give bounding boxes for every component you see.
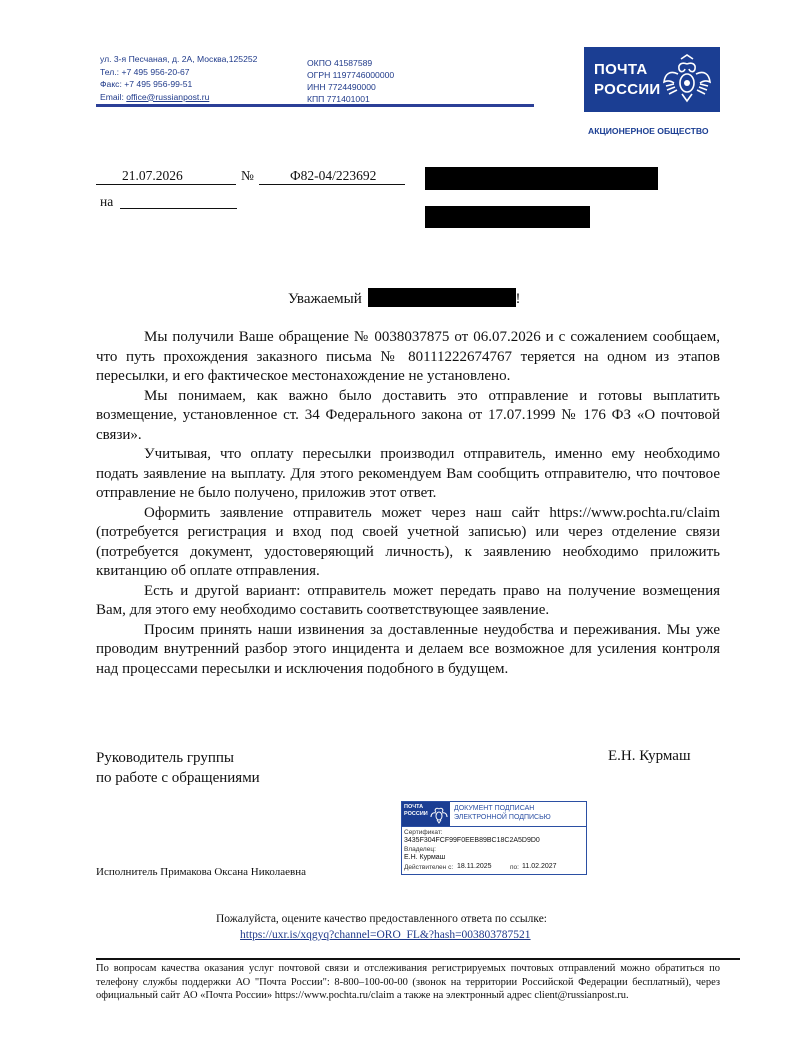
phone-line: Тел.: +7 495 956-20-67 xyxy=(100,66,190,77)
header-divider xyxy=(96,104,534,107)
email-link[interactable]: office@russianpost.ru xyxy=(126,91,210,102)
email-line xyxy=(100,91,257,104)
recipient-redaction xyxy=(425,167,658,190)
inn-code: ИНН 7724490000 xyxy=(307,82,376,92)
registration-codes xyxy=(307,57,394,105)
signatory-name: Е.Н. Курмаш xyxy=(608,748,691,764)
letter-body xyxy=(96,328,720,679)
footer-note: По вопросам качества оказания услуг почтовой связи и отслеживания регистрируемых почтовых отправлений можно обратиться по телефону службы поддержки АО "Почта России": 8-800–100-00-00 (звонок на территории Российской Федерации бесплатный), через официальный сайт АО «Почта России» https://www.pochta.ru/claim а также на электронный адрес client@russianpost.ru. xyxy=(96,963,720,1001)
paragraph: Оформить заявление отправитель может через наш сайт https://www.pochta.ru/claim (потребуется регистрация и вход под своей учетной записью) или через отделение связи (потребуется документ, удостоверяющий личность), к заявлению необходимо приложить квитанцию об оплате отправления. xyxy=(96,504,720,579)
greeting xyxy=(288,288,521,308)
outgoing-date: 21.07.2026 xyxy=(122,168,183,183)
email-label: Email: xyxy=(100,91,127,102)
paragraph: Мы понимаем, как важно было доставить это отправление и готовы выплатить возмещение, установленное ст. 34 Федерального закона от 17.07.1999 № 176 ФЗ «О почтовой связи». xyxy=(96,387,720,443)
reply-to-label: на xyxy=(100,194,114,209)
owner-label: Владелец: xyxy=(404,846,436,853)
paragraph: Просим принять наши извинения за доставленные неудобства и переживания. Мы уже проводим внутренний разбор этого инцидента и делаем все возможное для усиления контроля над процессами пересылки и исключения подобного в будущем. xyxy=(96,621,720,677)
executor-line: Исполнитель Примакова Оксана Николаевна xyxy=(96,866,306,878)
number-label: № xyxy=(241,168,254,183)
outgoing-number: Ф82-04/223692 xyxy=(290,168,377,183)
owner-value: Е.Н. Курмаш xyxy=(404,854,446,861)
valid-to-value: 11.02.2027 xyxy=(522,863,557,870)
stamp-title: ДОКУМЕНТ ПОДПИСАН ЭЛЕКТРОННОЙ ПОДПИСЬЮ xyxy=(454,805,551,821)
valid-from-value: 18.11.2025 xyxy=(457,863,492,870)
valid-from-label: Действителен с: xyxy=(404,864,454,871)
greeting-exclamation: ! xyxy=(515,291,521,307)
outgoing-number-field xyxy=(259,168,405,185)
outgoing-date-field xyxy=(96,168,236,185)
rating-prompt: Пожалуйста, оцените качество предоставленного ответа по ссылке: xyxy=(216,913,547,925)
logo-wordmark: ПОЧТА РОССИИ xyxy=(594,61,661,98)
ogrn-code: ОГРН 1197746000000 xyxy=(307,70,395,80)
contact-block xyxy=(100,53,257,103)
cert-label: Сертификат: xyxy=(404,829,443,836)
paragraph: Учитывая, что оплату пересылки производил отправитель, именно ему необходимо подать заявление на выплату. Для этого рекомендуем Вам сообщить отправителю, что почтовое отправление не было получено, приложив этот ответ. xyxy=(96,446,720,501)
org-type-label: АКЦИОНЕРНОЕ ОБЩЕСТВО xyxy=(588,126,709,136)
reply-to-field xyxy=(120,208,237,209)
paragraph: Есть и другой вариант: отправитель может передать право на получение возмещения Вам, для этого ему необходимо составить соответствующее заявление. xyxy=(96,582,720,618)
greeting-salutation: Уважаемый xyxy=(288,291,362,307)
rating-link[interactable]: https://uxr.is/xqgyq?channel=ORO_FL&?hash=003803787521 xyxy=(240,929,531,941)
paragraph: Мы получили Ваше обращение № 0038037875 от 06.07.2026 и с сожалением сообщаем, что путь прохождения заказного письма № 80111222674767 теряется на одном из этапов пересылки, и его фактическое местонахождение не установлено. xyxy=(96,329,720,384)
valid-to-label: по: xyxy=(510,864,519,871)
recipient-address-redaction xyxy=(425,206,590,228)
name-redaction xyxy=(368,288,516,307)
footer-divider xyxy=(96,958,740,960)
fax-line: Факс: +7 495 956-99-51 xyxy=(100,79,193,89)
stamp-logo-wordmark: ПОЧТА РОССИИ xyxy=(404,804,428,817)
address-line: ул. 3-я Песчаная, д. 2А, Москва,125252 xyxy=(100,54,258,64)
eagle-emblem-icon xyxy=(658,50,716,108)
kpp-code: КПП 771401001 xyxy=(307,94,370,104)
stamp-eagle-icon xyxy=(430,804,448,824)
stamp-divider xyxy=(402,826,586,827)
cert-value: 3435F304FCF99F0EEB89BC18C2A5D9D0 xyxy=(404,837,540,844)
okpo-code: ОКПО 41587589 xyxy=(307,58,373,68)
signatory-role: Руководитель группы по работе с обращениями xyxy=(96,750,260,786)
